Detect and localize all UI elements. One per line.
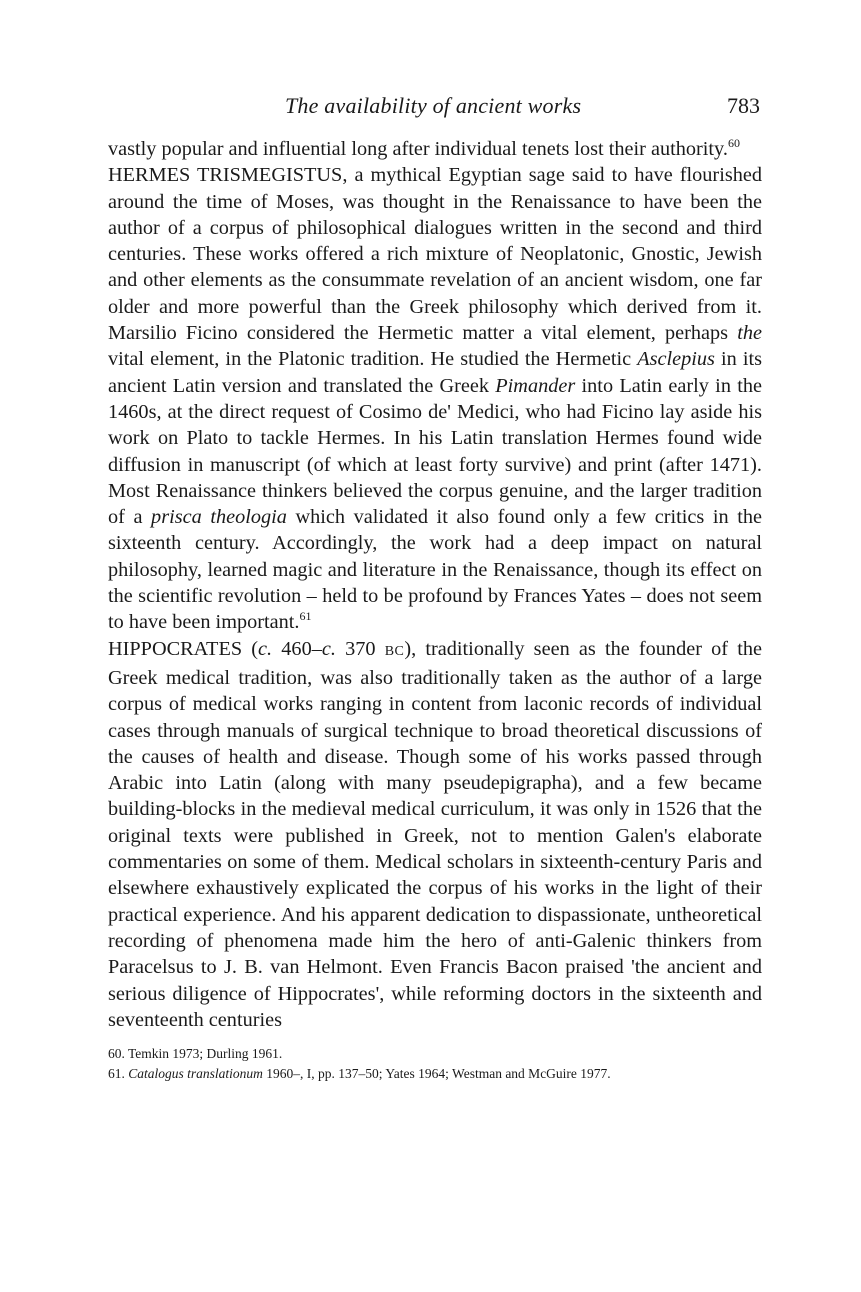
footnotes [108,1044,762,1084]
small-caps-text: BC [384,643,405,659]
work-title: Asclepius [637,348,715,371]
paragraph-text: 460– [272,637,322,660]
running-head [108,88,762,124]
paragraph-text: HIPPOCRATES ( [108,637,259,660]
paragraph-text: which validated it also found only a few critics in the sixteenth century. Accordingly, the work had a deep impact on natural philosophy, learned magic and literature in the Renaissance, though its effect on the scientific revolution – held to be profound by Frances Yates – does not seem to have been important. [108,506,762,634]
italic-text: prisca theologia [151,506,287,529]
footnote-60: 60. Temkin 1973; Durling 1961. [108,1046,283,1062]
running-title: The availability of ancient works [285,93,582,118]
paragraph-text: in its ancient Latin version and translated the Greek [108,348,762,397]
paragraph-hermes-trismegistus [108,162,762,635]
paragraph-text: vital element, in the Platonic tradition. He studied the Hermetic [108,348,638,371]
paragraph-hippocrates [108,636,762,1033]
paragraph-text: 370 [335,637,385,660]
paragraph-text: HERMES TRISMEGISTUS, a mythical Egyptian sage said to have flourished around the time of Moses, was thought in the Renaissance to have been the author of a corpus of philosophical dialogues written in the second and third centuries. These works offered a rich mixture of Neoplatonic, Gnostic, Jewish and other elements as the consummate revelation of an ancient wisdom, one far older and more powerful than the Greek philosophy which derived from it. Marsilio Ficino considered the Hermetic matter a vital element, perhaps [108,164,762,345]
work-title: Catalogus translationum [128,1066,263,1082]
italic-text: c. [258,637,273,660]
work-title: Pimander [495,374,576,397]
paragraph-text: vastly popular and influential long after individual tenets lost their authority. [108,138,728,160]
footnote-ref-60: 60 [727,136,740,150]
paragraph-text: ), traditionally seen as the founder of the Greek medical tradition, was also traditionally taken as the author of a large corpus of medical works ranging in content from laconic records of individual cases through manuals of surgical technique to broad theoretical discussions of the causes of health and disease. Though some of his works passed through Arabic into Latin (along with many pseudepigrapha), and a few became building-blocks in the medieval medical curriculum, it was only in 1526 that the original texts were published in Greek, not to mention Galen's elaborate commentaries on some of them. Medical scholars in sixteenth-century Paris and elsewhere exhaustively explicated the corpus of his works in the light of their practical experience. And his apparent dedication to dispassionate, untheoretical recording of phenomena made him the hero of anti-Galenic thinkers from Paracelsus to J. B. van Helmont. Even Francis Bacon praised 'the ancient and serious diligence of Hippocrates', while reforming doctors in the sixteenth and seventeenth centuries [108,637,762,1031]
footnote-61 [108,1064,762,1084]
page-number: 783 [727,93,760,118]
italic-text: the [737,322,762,345]
footnote-ref-61: 61 [299,609,312,624]
page [108,88,762,1084]
body-text [108,136,762,1033]
footnote-number: 61. [108,1066,129,1082]
italic-text: c. [321,637,336,660]
paragraph-1 [108,136,762,162]
paragraph-text: into Latin early in the 1460s, at the direct request of Cosimo de' Medici, who had Ficino lay aside his work on Plato to tackle Hermes. In his Latin translation Hermes found wide diffusion in manuscript (of which at least forty survive) and print (after 1471). Most Renaissance thinkers believed the corpus genuine, and the larger tradition of a [108,374,762,529]
footnote-text: 1960–, I, pp. 137–50; Yates 1964; Westman and McGuire 1977. [262,1066,611,1082]
